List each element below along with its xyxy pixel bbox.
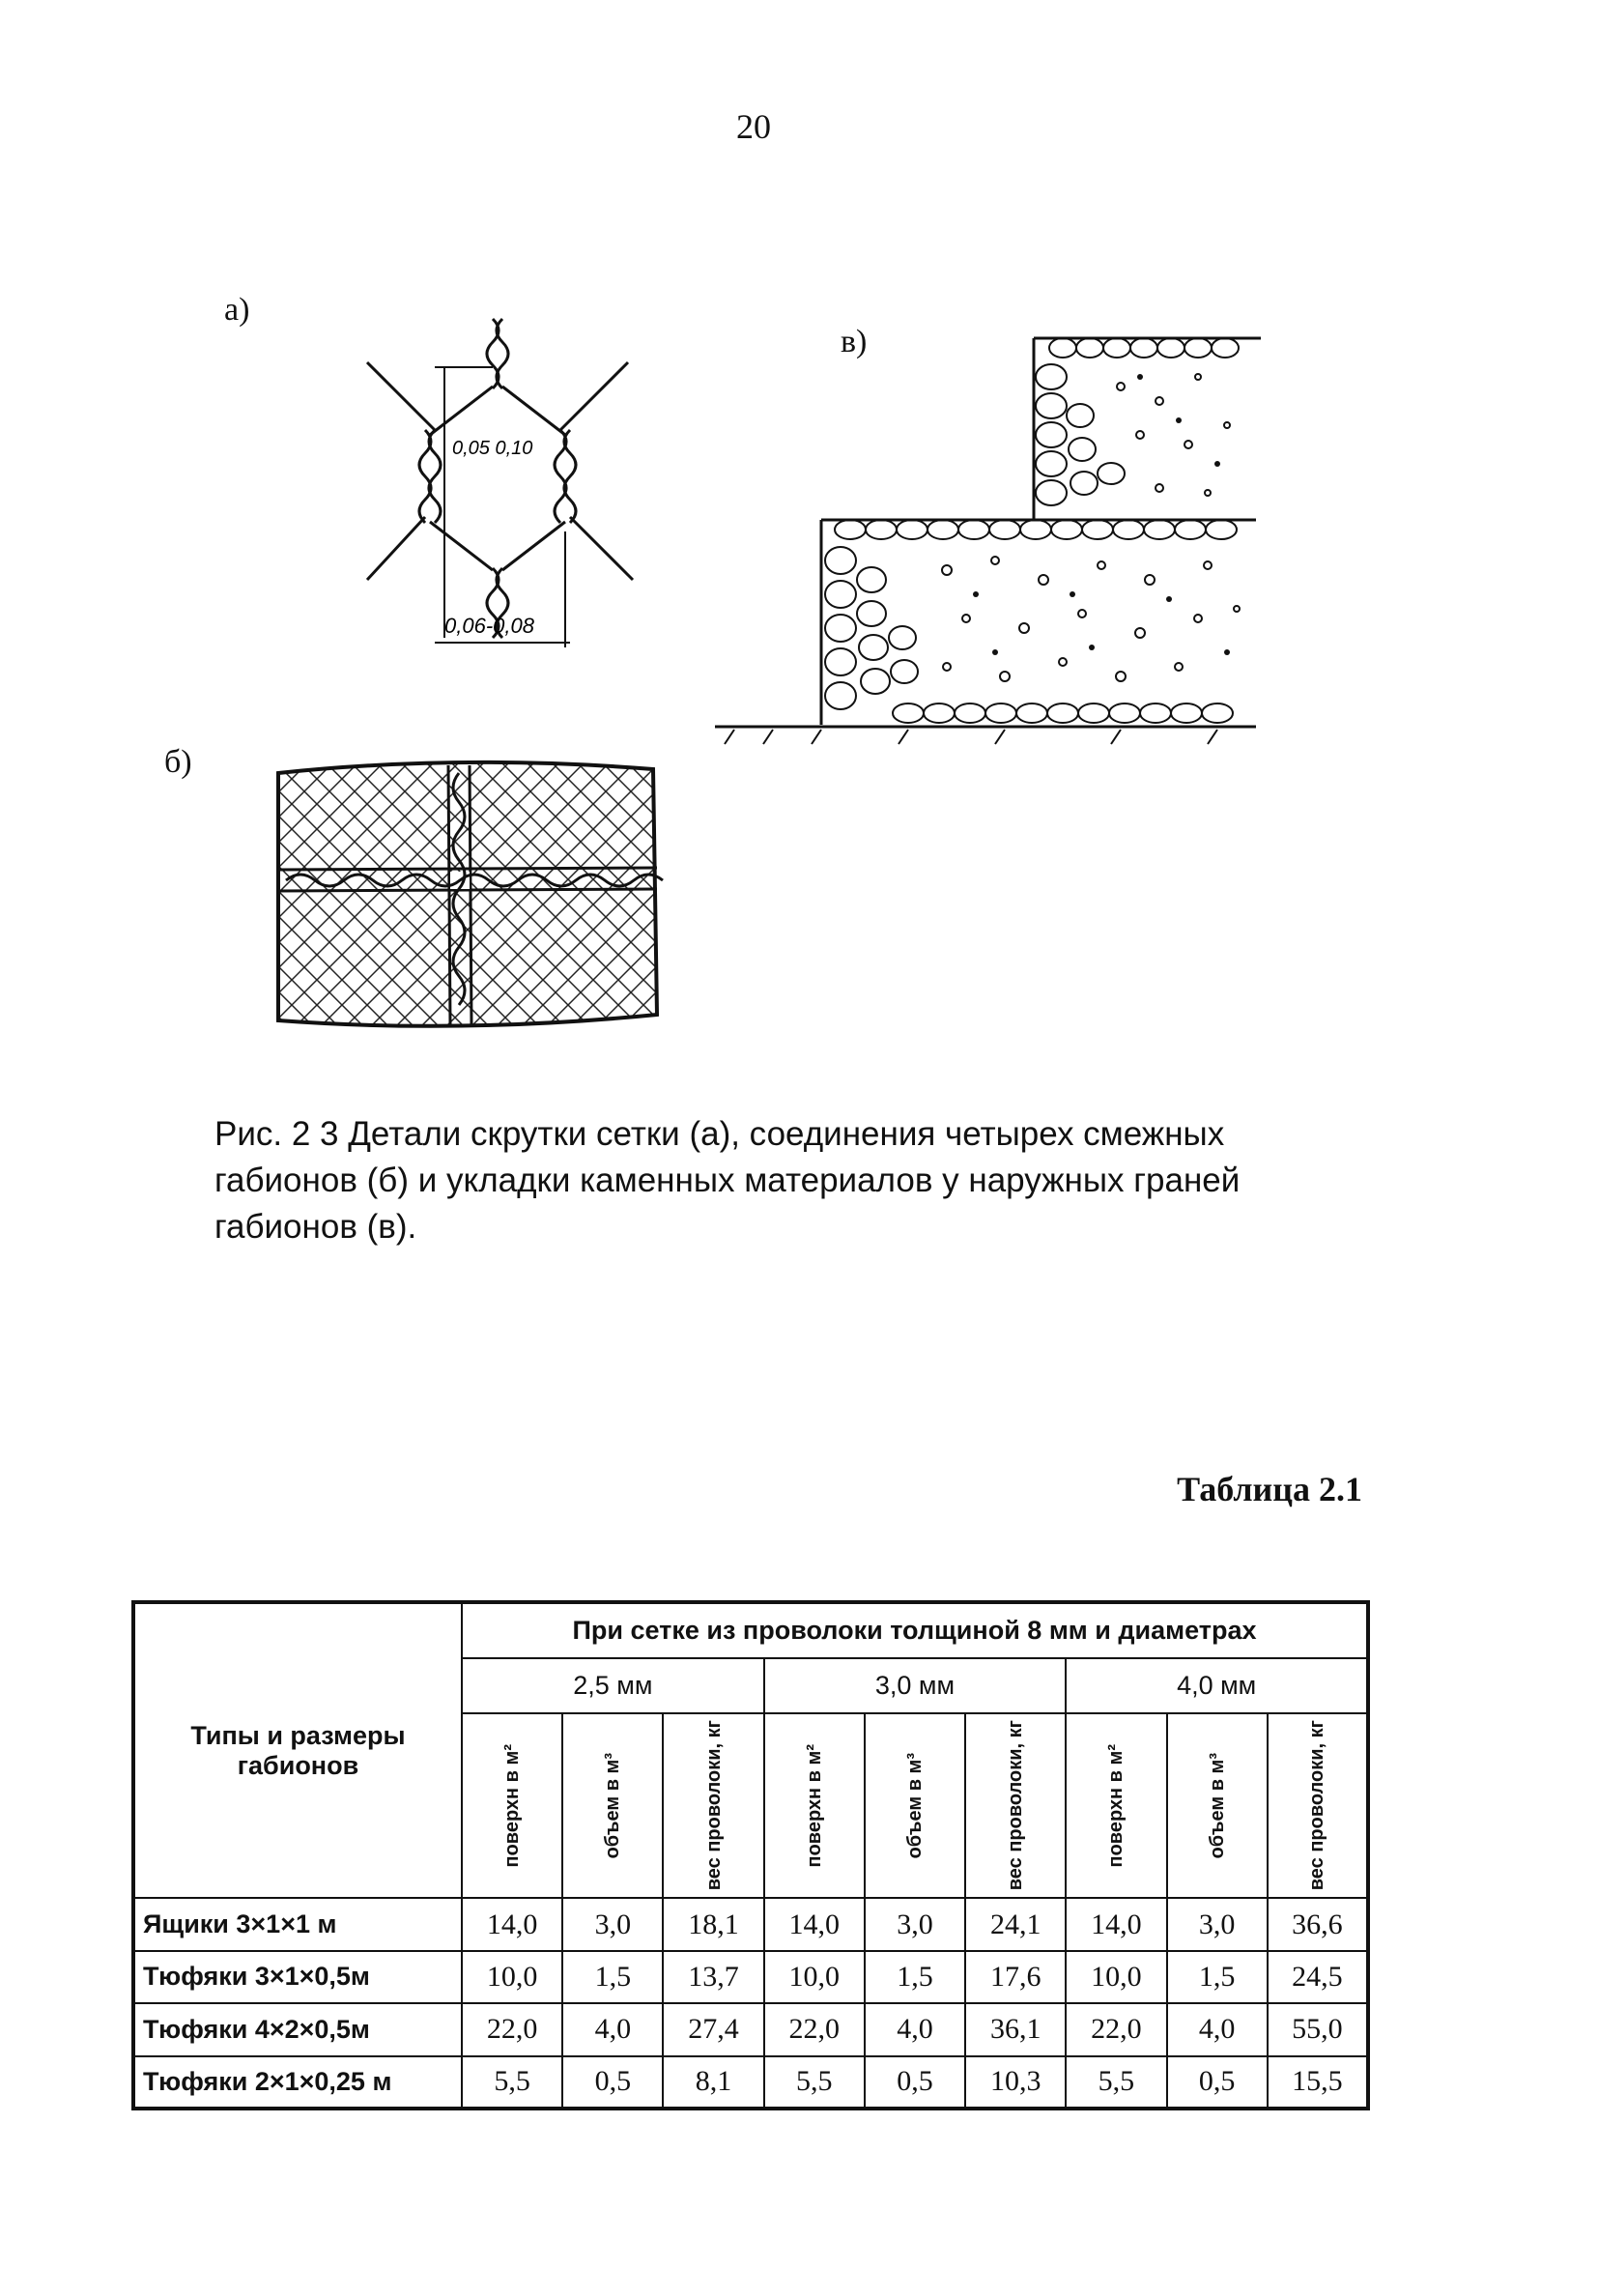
table-cell: 14,0 [1066, 1898, 1166, 1950]
mesh-twist-drawing [348, 309, 657, 657]
subheader-surface: поверхн в м² [462, 1713, 562, 1898]
subheader-volume: объем в м³ [865, 1713, 965, 1898]
row-label: Тюфяки 4×2×0,5м [133, 2003, 462, 2055]
header-type: Типы и размеры габионов [133, 1602, 462, 1898]
header-diameter: 2,5 мм [462, 1658, 764, 1712]
subheader-volume: объем в м³ [1167, 1713, 1268, 1898]
table-cell: 1,5 [1167, 1951, 1268, 2003]
subheader-surface: поверхн в м² [1066, 1713, 1166, 1898]
table-cell: 24,1 [965, 1898, 1066, 1950]
table-cell: 22,0 [764, 2003, 865, 2055]
table-cell: 1,5 [865, 1951, 965, 2003]
row-label: Тюфяки 2×1×0,25 м [133, 2056, 462, 2109]
table-cell: 0,5 [865, 2056, 965, 2109]
table-cell: 10,0 [1066, 1951, 1166, 2003]
table-cell: 15,5 [1268, 2056, 1368, 2109]
table-row [133, 2056, 1368, 2109]
table-cell: 10,0 [764, 1951, 865, 2003]
table-cell: 36,6 [1268, 1898, 1368, 1950]
table-cell: 0,5 [1167, 2056, 1268, 2109]
table-cell: 10,0 [462, 1951, 562, 2003]
table-cell: 3,0 [1167, 1898, 1268, 1950]
table-cell: 1,5 [562, 1951, 663, 2003]
table-cell: 0,5 [562, 2056, 663, 2109]
table-cell: 4,0 [865, 2003, 965, 2055]
table-cell: 13,7 [663, 1951, 763, 2003]
table-cell: 5,5 [764, 2056, 865, 2109]
table-cell: 5,5 [462, 2056, 562, 2109]
gabion-table [131, 1600, 1370, 2110]
table-cell: 55,0 [1268, 2003, 1368, 2055]
header-group: При сетке из проволоки толщиной 8 мм и диаметрах [462, 1602, 1368, 1658]
table-cell: 10,3 [965, 2056, 1066, 2109]
table-cell: 8,1 [663, 2056, 763, 2109]
subheader-wire-weight: вес проволоки, кг [1268, 1713, 1368, 1898]
gabion-joint-drawing [267, 754, 672, 1034]
figure-label-a: а) [224, 292, 250, 328]
table-cell: 18,1 [663, 1898, 763, 1950]
dimension-label-bottom: 0,06-0,08 [444, 614, 534, 638]
table-row [133, 1951, 1368, 2003]
table-title: Таблица 2.1 [1177, 1470, 1362, 1508]
table-cell: 14,0 [462, 1898, 562, 1950]
figure-label-b: б) [164, 744, 192, 780]
table-cell: 14,0 [764, 1898, 865, 1950]
figure-label-v: в) [841, 324, 868, 359]
table-cell: 36,1 [965, 2003, 1066, 2055]
subheader-wire-weight: вес проволоки, кг [965, 1713, 1066, 1898]
table-cell: 24,5 [1268, 1951, 1368, 2003]
subheader-surface: поверхн в м² [764, 1713, 865, 1898]
table-cell: 27,4 [663, 2003, 763, 2055]
table-cell: 4,0 [562, 2003, 663, 2055]
row-label: Ящики 3×1×1 м [133, 1898, 462, 1950]
row-label: Тюфяки 3×1×0,5м [133, 1951, 462, 2003]
table-cell: 22,0 [1066, 2003, 1166, 2055]
stone-laying-drawing [705, 319, 1275, 763]
table-cell: 3,0 [562, 1898, 663, 1950]
header-diameter: 3,0 мм [764, 1658, 1067, 1712]
subheader-volume: объем в м³ [562, 1713, 663, 1898]
table-cell: 4,0 [1167, 2003, 1268, 2055]
header-diameter: 4,0 мм [1066, 1658, 1368, 1712]
table-row [133, 2003, 1368, 2055]
table-cell: 3,0 [865, 1898, 965, 1950]
subheader-wire-weight: вес проволоки, кг [663, 1713, 763, 1898]
table-cell: 17,6 [965, 1951, 1066, 2003]
page-number: 20 [736, 107, 771, 146]
table-cell: 5,5 [1066, 2056, 1166, 2109]
figure-caption: Рис. 2 3 Детали скрутки сетки (а), соединения четырех смежных габионов (б) и укладки каменных материалов у наружных граней габионов (в). [214, 1115, 1241, 1246]
table-cell: 22,0 [462, 2003, 562, 2055]
table-row [133, 1898, 1368, 1950]
dimension-label-top: 0,05 0,10 [452, 438, 533, 459]
